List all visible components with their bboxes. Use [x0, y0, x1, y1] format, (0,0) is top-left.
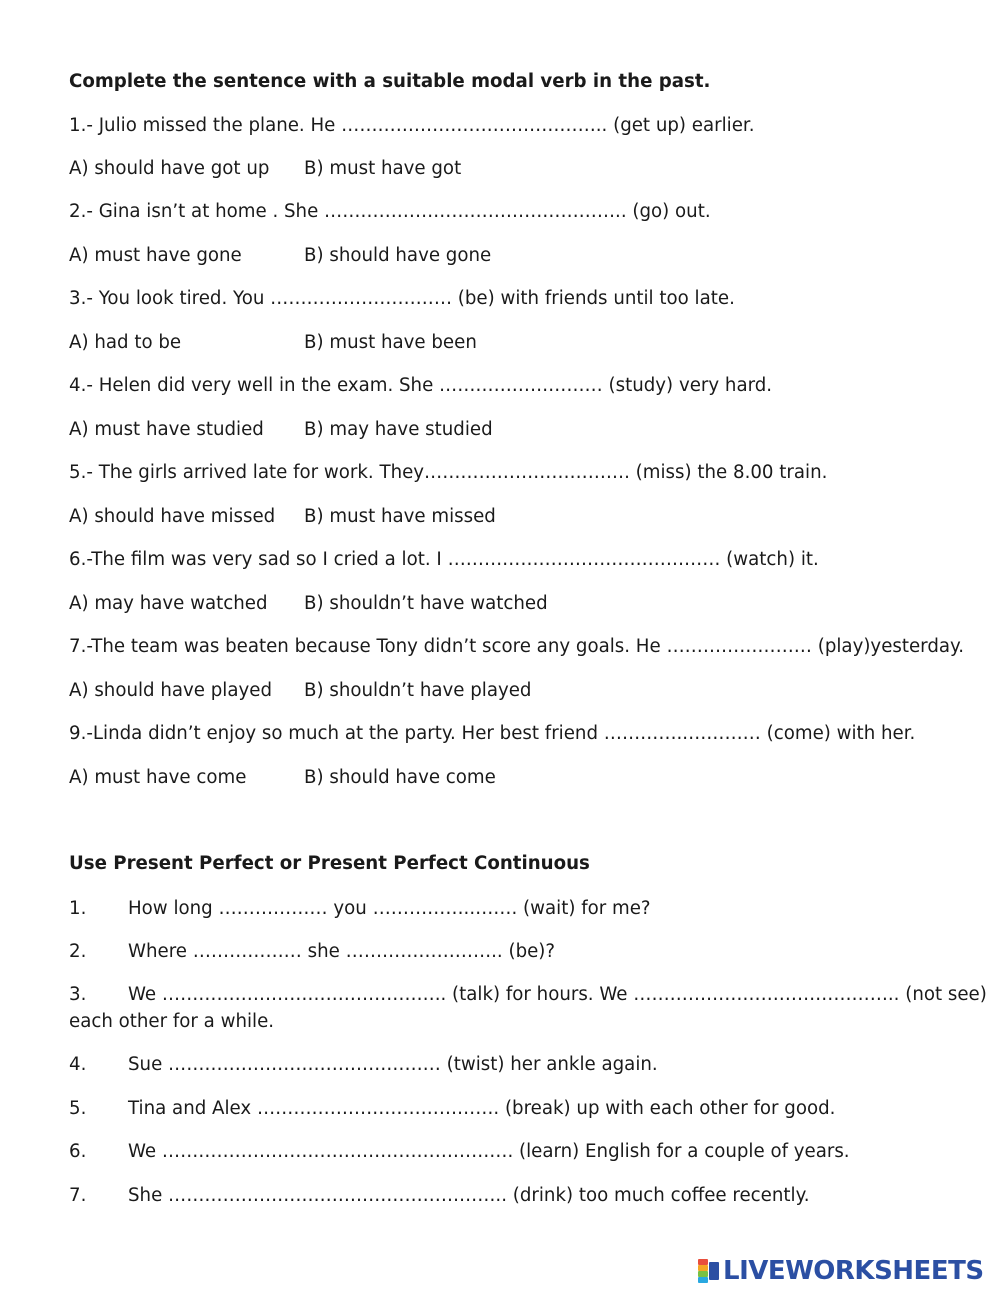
option-a-7: A) should have played: [69, 680, 273, 701]
question-1: 1.- Julio missed the plane. He …………………………………….. (get up) earlier.: [69, 115, 755, 136]
logo-text: LIVEWORKSHEETS: [723, 1256, 984, 1286]
option-a-2: A) must have gone: [69, 245, 242, 266]
option-b-5: B) must have missed: [304, 506, 496, 527]
question-6: 6.-The film was very sad so I cried a lot. I ……………………………………… (watch) it.: [69, 549, 819, 570]
option-a-4: A) must have studied: [69, 419, 264, 440]
item-text-7: She ……………………………………………….. (drink) too much coffee recently.: [128, 1185, 810, 1206]
option-b-6: B) shouldn’t have watched: [304, 593, 548, 614]
item-text-4: Sue ……………………………………… (twist) her ankle again.: [128, 1054, 658, 1075]
option-a-1: A) should have got up: [69, 158, 270, 179]
option-a-5: A) should have missed: [69, 506, 276, 527]
item-number-2: 2.: [69, 941, 87, 962]
option-b-9: B) should have come: [304, 767, 496, 788]
question-4: 4.- Helen did very well in the exam. She ……………………… (study) very hard.: [69, 375, 773, 396]
question-5: 5.- The girls arrived late for work. They……………………………. (miss) the 8.00 train.: [69, 462, 828, 483]
question-9: 9.-Linda didn’t enjoy so much at the party. Her best friend …………..………… (come) with her.: [69, 723, 916, 744]
item-text-3-continued: each other for a while.: [69, 1011, 275, 1032]
option-a-3: A) had to be: [69, 332, 182, 353]
liveworksheets-logo: [698, 1257, 984, 1285]
option-b-2: B) should have gone: [304, 245, 492, 266]
option-b-1: B) must have got: [304, 158, 462, 179]
question-2: 2.- Gina isn’t at home . She ………………………………………….. (go) out.: [69, 201, 711, 222]
item-number-5: 5.: [69, 1098, 87, 1119]
option-b-7: B) shouldn’t have played: [304, 680, 532, 701]
item-number-4: 4.: [69, 1054, 87, 1075]
item-number-7: 7.: [69, 1185, 87, 1206]
option-a-6: A) may have watched: [69, 593, 268, 614]
section2-heading: Use Present Perfect or Present Perfect Continuous: [69, 853, 590, 874]
item-number-6: 6.: [69, 1141, 87, 1162]
section1-heading: Complete the sentence with a suitable modal verb in the past.: [69, 71, 711, 92]
item-text-2: Where ……………… she …………………….. (be)?: [128, 941, 556, 962]
logo-blocks-icon: [698, 1259, 720, 1283]
option-b-4: B) may have studied: [304, 419, 493, 440]
item-number-3: 3.: [69, 984, 87, 1005]
item-text-3: We ……………………………………….. (talk) for hours. We …………………………………….. (not see): [128, 984, 987, 1005]
item-text-1: How long ……………… you ……………..……. (wait) for me?: [128, 898, 651, 919]
option-a-9: A) must have come: [69, 767, 247, 788]
item-number-1: 1.: [69, 898, 87, 919]
question-3: 3.- You look tired. You ………………………… (be) with friends until too late.: [69, 288, 735, 309]
item-text-6: We …………………………………………………. (learn) English for a couple of years.: [128, 1141, 850, 1162]
option-b-3: B) must have been: [304, 332, 477, 353]
question-7: 7.-The team was beaten because Tony didn’t score any goals. He …………………… (play)yesterday.: [69, 636, 964, 657]
item-text-5: Tina and Alex …………………………………. (break) up with each other for good.: [128, 1098, 836, 1119]
